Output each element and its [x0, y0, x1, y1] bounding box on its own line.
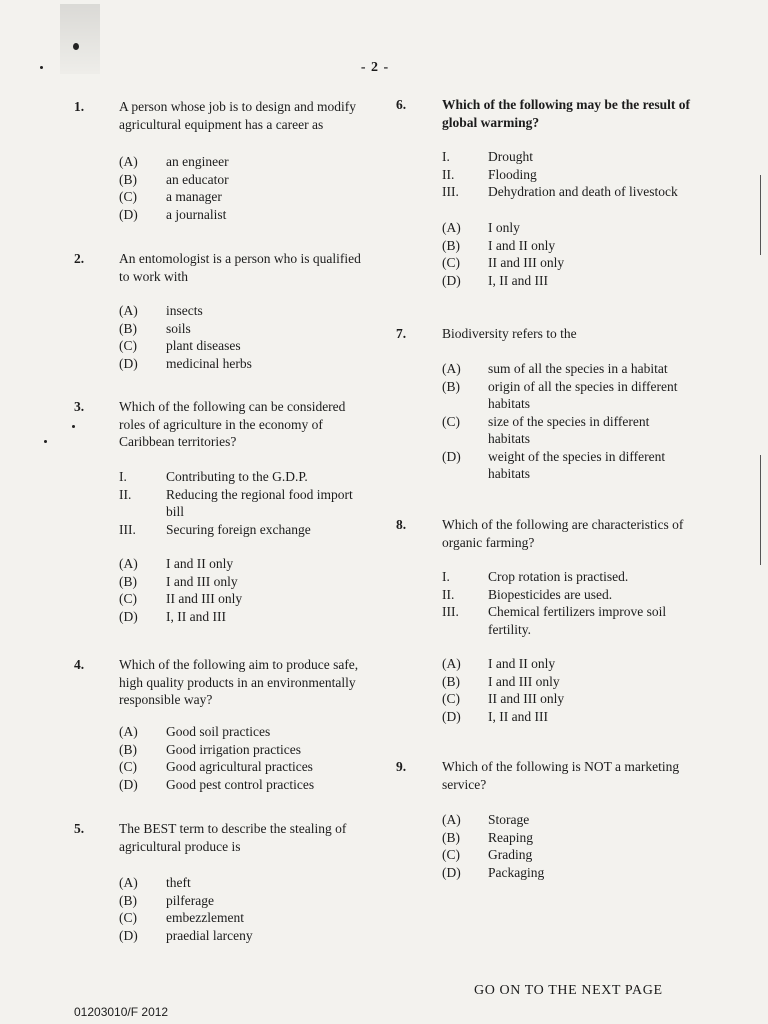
question-number: 9.: [396, 759, 407, 774]
answer-options: [442, 360, 694, 483]
answer-option[interactable]: (D) weight of the species in different habitats: [442, 448, 666, 481]
answer-options: [442, 811, 692, 881]
answer-option[interactable]: (A) Good soil practices: [119, 724, 271, 739]
answer-option[interactable]: (A) an engineer: [119, 154, 229, 169]
question-stem: Biodiversity refers to the: [442, 326, 577, 341]
question-number: 3.: [74, 399, 85, 414]
statement: III. Securing foreign exchange: [119, 521, 311, 537]
statement: II. Reducing the regional food import bill: [119, 486, 353, 519]
statement: II. Flooding: [442, 166, 537, 182]
question-number: 5.: [74, 821, 85, 836]
statement-list: [119, 468, 374, 538]
statement: I. Drought: [442, 149, 533, 164]
answer-option[interactable]: (A) I and II only: [442, 656, 556, 671]
answer-option[interactable]: (A) I only: [442, 220, 520, 235]
answer-option[interactable]: (D) Good pest control practices: [119, 776, 315, 792]
answer-option[interactable]: (D) I, II and III: [442, 272, 548, 288]
question-stem: Which of the following is NOT a marketing service?: [442, 759, 680, 792]
question-stem: Which of the following can be considered roles of agriculture in the economy of Caribbean territories?: [119, 399, 346, 449]
scan-edge-line: [760, 455, 761, 565]
scan-edge-line: [760, 175, 761, 255]
answer-option[interactable]: (B) origin of all the species in different habitats: [442, 378, 678, 411]
answer-option[interactable]: (C) size of the species in different habitats: [442, 413, 650, 446]
answer-option[interactable]: (B) I and III only: [442, 673, 560, 689]
answer-option[interactable]: (B) an educator: [119, 171, 229, 187]
page-number: - 2 -: [360, 60, 390, 75]
paper-code: 01203010/F 2012: [74, 1005, 169, 1019]
answer-option[interactable]: (D) a journalist: [119, 206, 227, 222]
question-stem: Which of the following may be the result of global warming?: [442, 97, 690, 130]
answer-option[interactable]: (D) I, II and III: [119, 608, 226, 624]
answer-option[interactable]: (B) I and III only: [119, 573, 238, 589]
statement: III. Dehydration and death of livestock: [442, 184, 678, 199]
answer-option[interactable]: (D) praedial larceny: [119, 927, 253, 943]
answer-option[interactable]: (D) I, II and III: [442, 708, 548, 724]
answer-option[interactable]: (A) I and II only: [119, 556, 234, 571]
statement-list: [442, 148, 697, 201]
statement: I. Crop rotation is practised.: [442, 569, 629, 584]
answer-options: [119, 302, 369, 372]
scan-speck: [72, 425, 75, 428]
answer-option[interactable]: (D) Packaging: [442, 864, 545, 880]
answer-option[interactable]: (A) insects: [119, 303, 203, 318]
answer-option[interactable]: (C) Grading: [442, 847, 533, 862]
answer-option[interactable]: (B) Good irrigation practices: [119, 741, 301, 757]
answer-options: [119, 874, 369, 944]
answer-option[interactable]: (C) a manager: [119, 189, 222, 204]
statement-list: [442, 568, 697, 638]
scan-speck: [73, 43, 79, 50]
question-stem: Which of the following aim to produce safe, high quality products in an environmentally responsible way?: [119, 657, 359, 707]
answer-option[interactable]: (C) II and III only: [119, 591, 243, 606]
question-stem: Which of the following are characteristics of organic farming?: [442, 517, 684, 550]
question-stem: The BEST term to describe the stealing of agricultural produce is: [119, 821, 347, 854]
answer-option[interactable]: (C) II and III only: [442, 691, 565, 706]
answer-option[interactable]: (A) theft: [119, 875, 191, 890]
answer-option[interactable]: (D) medicinal herbs: [119, 355, 252, 371]
question-stem: An entomologist is a person who is qualified to work with: [119, 251, 361, 284]
answer-option[interactable]: (B) soils: [119, 320, 191, 336]
question-number: 6.: [396, 97, 407, 112]
question-number: 7.: [396, 326, 407, 341]
statement: III. Chemical fertilizers improve soil fertility.: [442, 604, 667, 637]
answer-option[interactable]: (C) plant diseases: [119, 338, 241, 353]
question-number: 1.: [74, 99, 85, 114]
scan-speck: [40, 66, 43, 69]
statement: I. Contributing to the G.D.P.: [119, 469, 308, 484]
answer-option[interactable]: (A) Storage: [442, 812, 530, 827]
question-number: 2.: [74, 251, 85, 266]
scan-speck: [44, 440, 47, 443]
answer-options: [119, 555, 369, 625]
answer-option[interactable]: (C) embezzlement: [119, 910, 244, 925]
answer-option[interactable]: (B) pilferage: [119, 892, 214, 908]
scan-smudge: [60, 4, 100, 74]
answer-options: [442, 219, 692, 289]
answer-options: [119, 153, 369, 223]
answer-options: [119, 723, 369, 793]
answer-option[interactable]: (C) Good agricultural practices: [119, 759, 313, 774]
answer-option[interactable]: (A) sum of all the species in a habitat: [442, 361, 668, 376]
question-number: 8.: [396, 517, 407, 532]
question-number: 4.: [74, 657, 85, 672]
answer-option[interactable]: (B) I and II only: [442, 237, 556, 253]
answer-option[interactable]: (B) Reaping: [442, 829, 533, 845]
answer-options: [442, 655, 692, 725]
statement: II. Biopesticides are used.: [442, 586, 613, 602]
answer-option[interactable]: (C) II and III only: [442, 255, 565, 270]
question-stem: A person whose job is to design and modify agricultural equipment has a career as: [119, 99, 356, 132]
next-page-notice: GO ON TO THE NEXT PAGE: [474, 983, 663, 998]
